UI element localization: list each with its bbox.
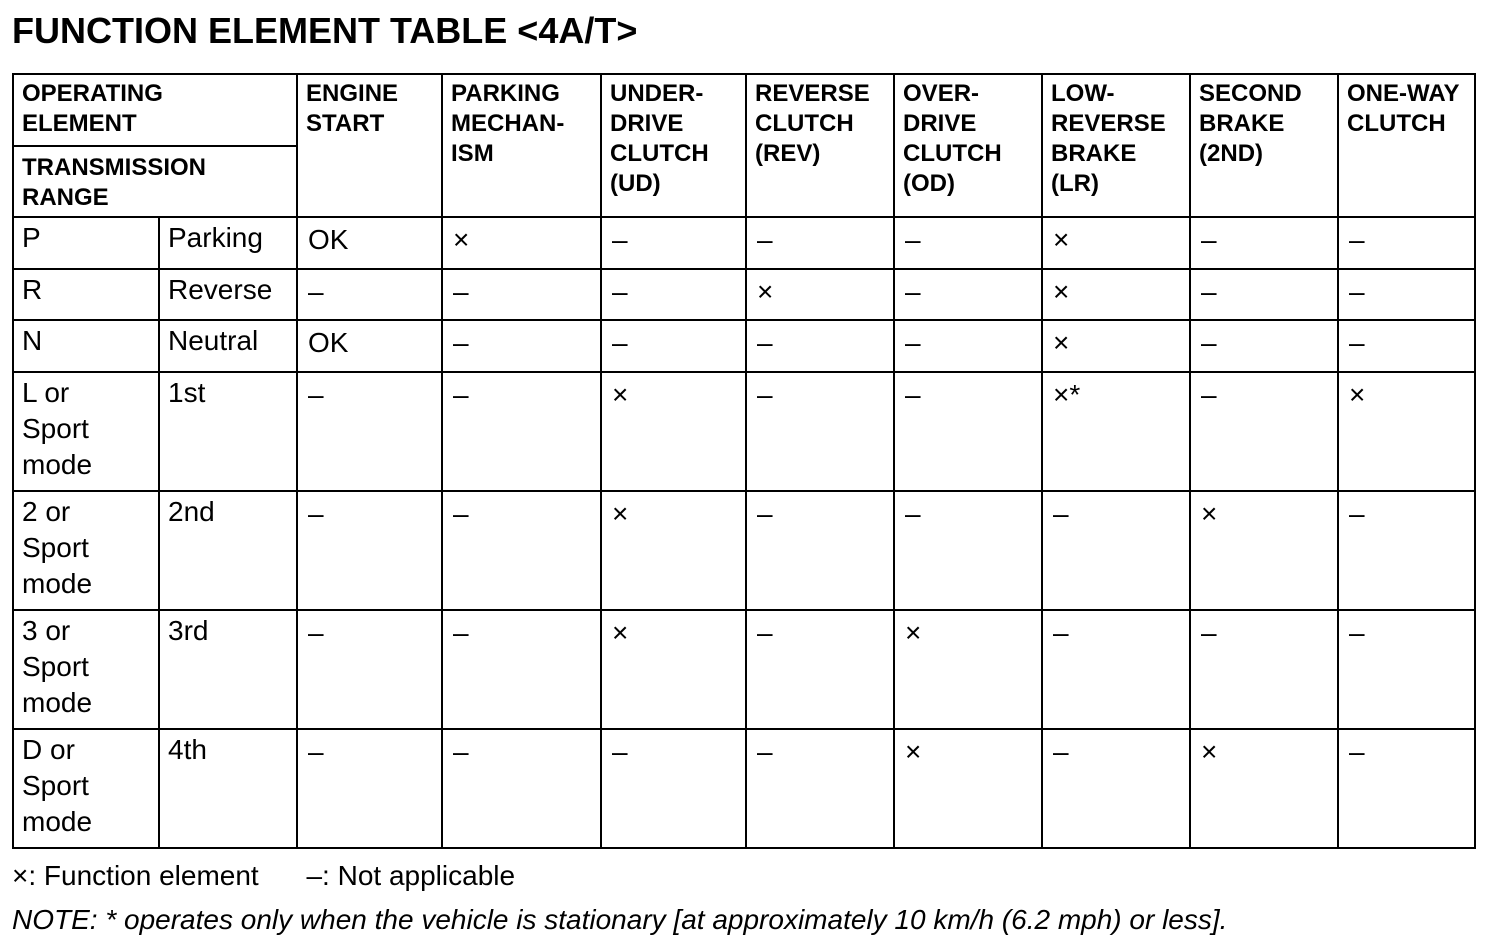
operating-element-label: OPERATING ELEMENT bbox=[14, 75, 296, 147]
element-cell: – bbox=[1338, 610, 1475, 729]
element-cell: – bbox=[442, 491, 601, 610]
element-cell: – bbox=[1190, 610, 1338, 729]
element-cell: – bbox=[1042, 491, 1190, 610]
column-header: REVERSE CLUTCH (REV) bbox=[746, 74, 894, 217]
column-header: PARKING MECHAN- ISM bbox=[442, 74, 601, 217]
legend bbox=[12, 860, 515, 892]
gear-cell: 1st bbox=[159, 372, 297, 491]
element-cell: – bbox=[894, 320, 1042, 372]
element-cell: – bbox=[746, 610, 894, 729]
table-row bbox=[13, 491, 1475, 610]
table-row bbox=[13, 320, 1475, 372]
element-cell: – bbox=[1042, 610, 1190, 729]
element-cell: × bbox=[1042, 269, 1190, 320]
element-cell: × bbox=[894, 610, 1042, 729]
column-header: OVER- DRIVE CLUTCH (OD) bbox=[894, 74, 1042, 217]
gear-cell: 3rd bbox=[159, 610, 297, 729]
element-cell: – bbox=[746, 320, 894, 372]
element-cell: – bbox=[297, 269, 442, 320]
element-cell: – bbox=[894, 491, 1042, 610]
element-cell: × bbox=[1042, 320, 1190, 372]
element-cell: – bbox=[601, 729, 746, 848]
element-cell: – bbox=[297, 491, 442, 610]
range-cell: R bbox=[13, 269, 159, 320]
element-cell: × bbox=[1338, 372, 1475, 491]
element-cell: – bbox=[746, 491, 894, 610]
gear-cell: Parking bbox=[159, 217, 297, 269]
element-cell: – bbox=[601, 320, 746, 372]
range-cell: N bbox=[13, 320, 159, 372]
gear-cell: 4th bbox=[159, 729, 297, 848]
element-cell: × bbox=[746, 269, 894, 320]
element-cell: × bbox=[1190, 729, 1338, 848]
column-header: UNDER- DRIVE CLUTCH (UD) bbox=[601, 74, 746, 217]
range-cell: L or Sport mode bbox=[13, 372, 159, 491]
element-cell: – bbox=[442, 372, 601, 491]
header-row bbox=[13, 74, 1475, 217]
table-row bbox=[13, 372, 1475, 491]
transmission-range-label: TRANSMISSION RANGE bbox=[22, 154, 207, 211]
element-cell: – bbox=[297, 729, 442, 848]
element-cell: – bbox=[746, 729, 894, 848]
element-cell: × bbox=[894, 729, 1042, 848]
legend-function-element: ×: Function element bbox=[12, 860, 259, 891]
element-cell: – bbox=[894, 217, 1042, 269]
corner-header-cell bbox=[13, 74, 297, 217]
element-cell: × bbox=[442, 217, 601, 269]
element-cell: – bbox=[894, 269, 1042, 320]
table-row bbox=[13, 269, 1475, 320]
column-header: LOW- REVERSE BRAKE (LR) bbox=[1042, 74, 1190, 217]
element-cell: – bbox=[1190, 372, 1338, 491]
element-cell: – bbox=[746, 372, 894, 491]
range-cell: D or Sport mode bbox=[13, 729, 159, 848]
element-cell: × bbox=[601, 372, 746, 491]
element-cell: OK bbox=[297, 217, 442, 269]
element-cell: – bbox=[1190, 217, 1338, 269]
column-header: ONE-WAY CLUTCH bbox=[1338, 74, 1475, 217]
element-cell: – bbox=[297, 610, 442, 729]
element-cell: OK bbox=[297, 320, 442, 372]
element-cell: – bbox=[442, 320, 601, 372]
element-cell: × bbox=[1042, 217, 1190, 269]
element-cell: × bbox=[601, 491, 746, 610]
element-cell: – bbox=[442, 610, 601, 729]
element-cell: – bbox=[1042, 729, 1190, 848]
element-cell: × bbox=[1190, 491, 1338, 610]
range-cell: 3 or Sport mode bbox=[13, 610, 159, 729]
element-cell: × bbox=[601, 610, 746, 729]
element-cell: – bbox=[1338, 320, 1475, 372]
element-cell: – bbox=[1338, 491, 1475, 610]
table-row bbox=[13, 217, 1475, 269]
legend-not-applicable: –: Not applicable bbox=[306, 860, 516, 891]
element-cell: – bbox=[1338, 269, 1475, 320]
element-cell: – bbox=[1190, 320, 1338, 372]
element-cell: – bbox=[601, 269, 746, 320]
element-cell: – bbox=[746, 217, 894, 269]
element-cell: – bbox=[601, 217, 746, 269]
element-cell: – bbox=[297, 372, 442, 491]
element-cell: – bbox=[894, 372, 1042, 491]
function-element-table bbox=[12, 73, 1476, 849]
element-cell: ×* bbox=[1042, 372, 1190, 491]
element-cell: – bbox=[442, 729, 601, 848]
element-cell: – bbox=[442, 269, 601, 320]
column-header: ENGINE START bbox=[297, 74, 442, 217]
element-cell: – bbox=[1190, 269, 1338, 320]
gear-cell: Reverse bbox=[159, 269, 297, 320]
gear-cell: Neutral bbox=[159, 320, 297, 372]
range-cell: 2 or Sport mode bbox=[13, 491, 159, 610]
range-cell: P bbox=[13, 217, 159, 269]
table-row bbox=[13, 729, 1475, 848]
page-title: FUNCTION ELEMENT TABLE <4A/T> bbox=[12, 10, 638, 51]
footnote: NOTE: * operates only when the vehicle is stationary [at approximately 10 km/h (6.2 mph) or less]. bbox=[12, 904, 1228, 935]
table-row bbox=[13, 610, 1475, 729]
element-cell: – bbox=[1338, 217, 1475, 269]
column-header: SECOND BRAKE (2ND) bbox=[1190, 74, 1338, 217]
element-cell: – bbox=[1338, 729, 1475, 848]
gear-cell: 2nd bbox=[159, 491, 297, 610]
